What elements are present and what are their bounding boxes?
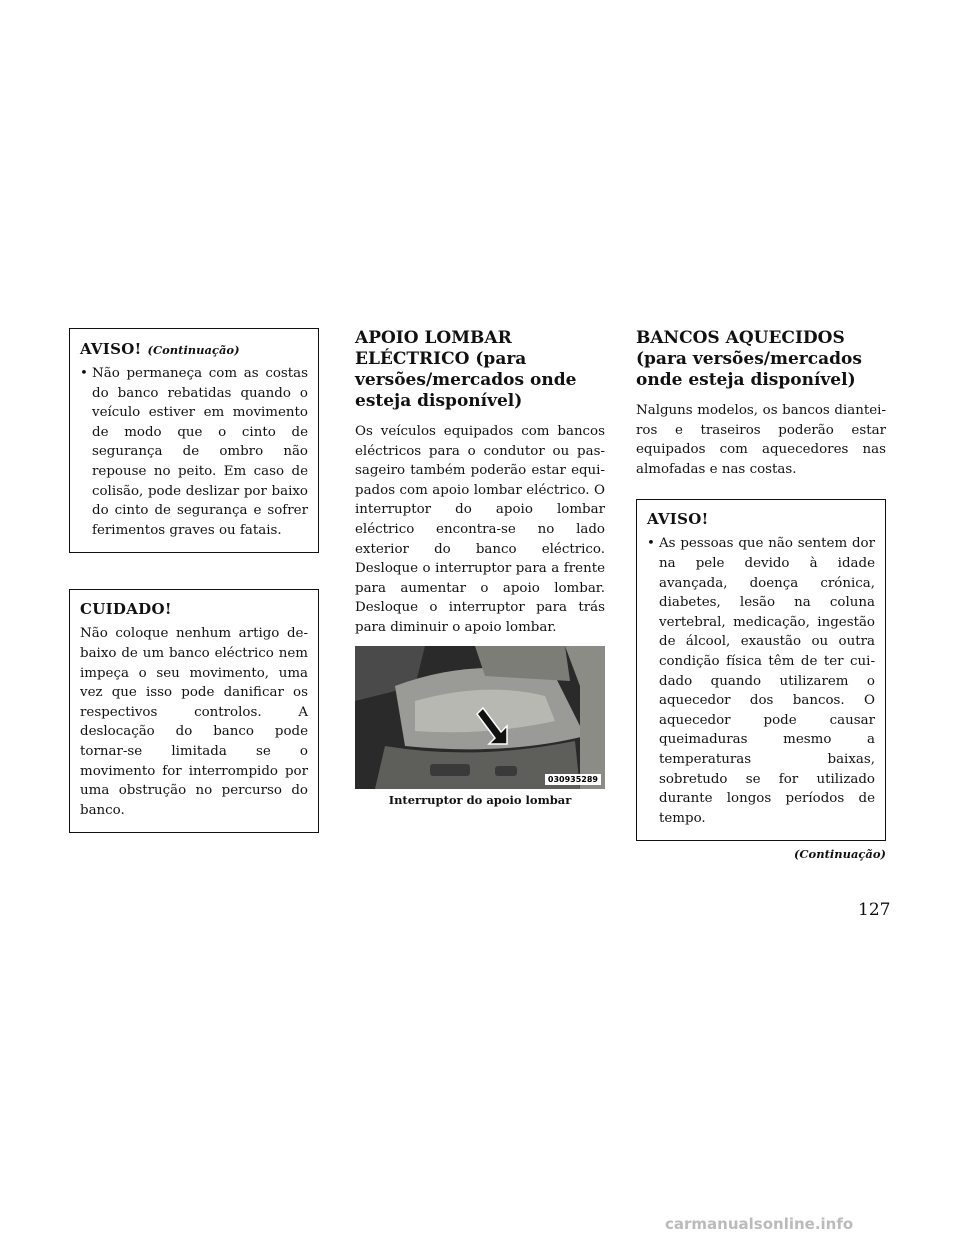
seat-illustration [355, 646, 605, 789]
warning-title: AVISO! [80, 340, 142, 358]
warning-header [80, 339, 308, 358]
lumbar-figure [355, 646, 605, 807]
seat-photo [355, 646, 605, 789]
caution-title: CUIDADO! [80, 600, 172, 619]
watermark: carmanualsonline.info [665, 1215, 854, 1233]
warning-bullets [80, 364, 308, 540]
figure-caption: Interruptor do apoio lombar [388, 792, 572, 807]
middle-column [355, 328, 605, 807]
warning-box-continued [69, 328, 319, 553]
continued-label: (Continuação) [147, 343, 240, 357]
caution-box [69, 589, 319, 833]
caution-text: Não coloque nenhum artigo debaixo de um banco eléctrico nem impeça o seu movimento, uma vez que isso pode danificar os respectivos controlos. A deslocação do banco pode tornar-se limitada se o movimento for interrompido por uma obstrução no percurso do banco. [80, 626, 308, 818]
section-heading-heated-seats: BANCOS AQUECIDOS (para versões/mercados onde esteja disponível) [636, 328, 862, 390]
heated-seats-paragraph: Nalguns modelos, os bancos dianteiros e traseiros poderão estar equipados com aquecedores nas almofadas e nas costas. [636, 403, 886, 477]
warning-bullets [647, 534, 875, 828]
warning-title: AVISO! [647, 510, 709, 529]
warning-box-heated [636, 499, 886, 841]
right-column [636, 328, 886, 861]
section-heading-lumbar: APOIO LOMBAR ELÉCTRICO (para versões/mercados onde esteja disponível) [355, 328, 577, 411]
lumbar-paragraph: Os veículos equipados com bancos eléctricos para o condutor ou passageiro também poderão estar equipados com apoio lombar eléctrico. O interruptor do apoio lombar eléctrico encontra-se no lado exterior do banco eléctrico. Desloque o interruptor para a frente para aumentar o apoio lombar. Desloque o interruptor para trás para diminuir o apoio lombar. [355, 424, 605, 635]
figure-code: 030935289 [545, 774, 601, 785]
warning-bullet: • Não permaneça com as costas do banco rebatidas quando o veículo estiver em movimento de modo que o cinto de segurança de ombro não repouse no peito. Em caso de colisão, pode deslizar por baixo do cinto de segurança e sofrer ferimentos graves ou fatais. [80, 364, 308, 540]
warning-bullet: • As pessoas que não sentem dor na pele devido à idade avançada, doença crónica, diabetes, lesão na coluna vertebral, medicação, ingestão de álcool, exaustão ou outra condição física têm de ter cuidado quando utilizarem o aquecedor dos bancos. O aquecedor pode causar queimaduras mesmo a temperaturas baixas, sobretudo se for utilizado durante longos períodos de tempo. [647, 534, 875, 828]
left-column [69, 328, 319, 833]
page-number: 127 [858, 900, 891, 920]
continued-label: (Continuação) [793, 847, 886, 862]
